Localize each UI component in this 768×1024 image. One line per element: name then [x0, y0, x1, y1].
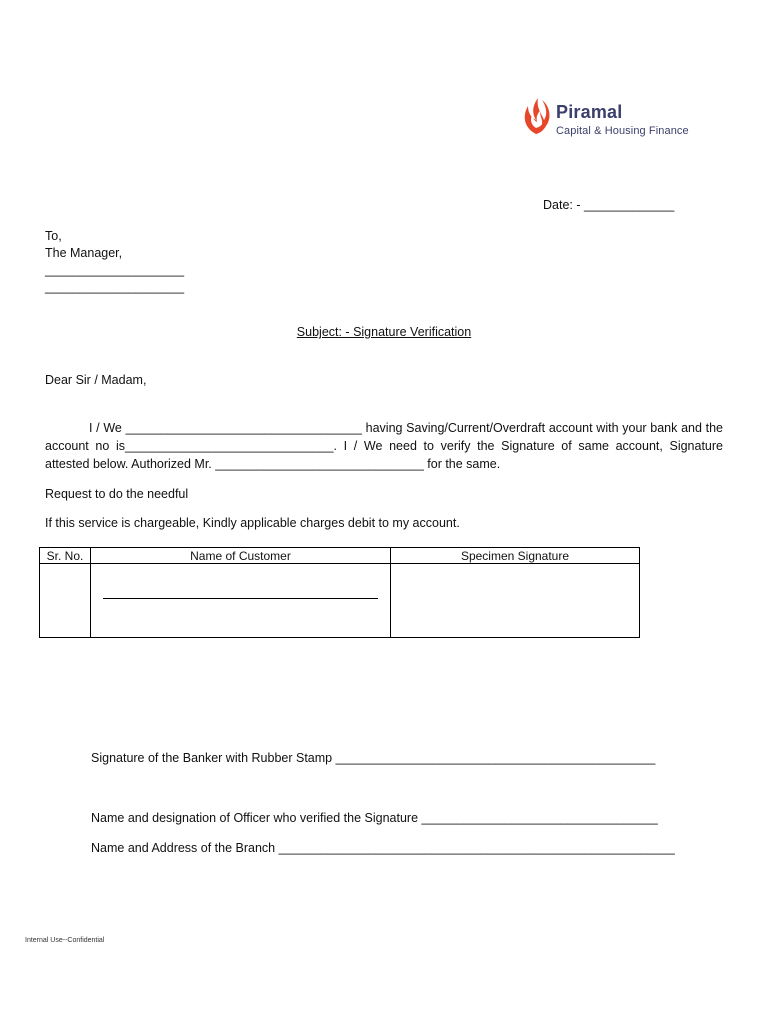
recipient-title: The Manager,: [45, 246, 123, 260]
column-header-signature: Specimen Signature: [391, 548, 640, 564]
logo-wordmark: Piramal: [556, 102, 623, 122]
logo-tagline: Capital & Housing Finance: [556, 125, 689, 137]
column-header-name: Name of Customer: [91, 548, 391, 564]
salutation: Dear Sir / Madam,: [45, 373, 147, 387]
recipient-to: To,: [45, 229, 62, 243]
address-blank: ____________________: [45, 280, 185, 294]
customer-name-cell: [91, 564, 391, 638]
footer-classification: Internal Use--Confidential: [25, 937, 105, 944]
address-blank: ____________________: [45, 263, 185, 277]
request-line: Request to do the needful: [45, 487, 189, 501]
banker-signature-line: Signature of the Banker with Rubber Stamp ______________________________________________: [91, 751, 656, 765]
subject-line: Subject: - Signature Verification: [296, 325, 472, 339]
name-blank-line: [103, 598, 378, 599]
table-row: [40, 564, 640, 638]
company-logo: [520, 92, 720, 142]
piramal-flame-icon: [520, 94, 552, 136]
signature-table: [39, 547, 640, 638]
column-header-sr-no: Sr. No.: [40, 548, 91, 564]
officer-line: Name and designation of Officer who verified the Signature __________________________________: [91, 811, 658, 825]
sr-no-cell: [40, 564, 91, 638]
specimen-signature-cell: [391, 564, 640, 638]
branch-line: Name and Address of the Branch _________________________________________________________: [91, 841, 675, 855]
charges-line: If this service is chargeable, Kindly applicable charges debit to my account.: [45, 516, 460, 530]
body-paragraph: I / We __________________________________ having Saving/Current/Overdraft account with your bank and the account no is______________________________. I / We need to verify the Signature of same account, Signature attested below. Authorized Mr. ______________________________ for the same.: [45, 421, 723, 471]
date-line: Date: - _____________: [543, 198, 675, 212]
